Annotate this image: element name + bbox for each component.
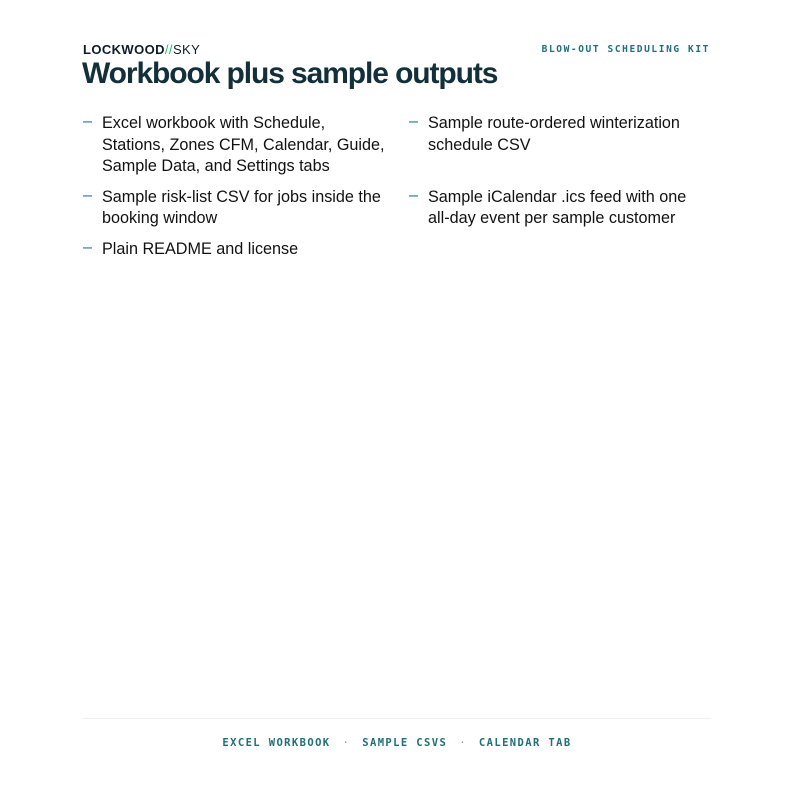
bullet-dash-icon: – xyxy=(83,185,93,204)
brand-secondary: SKY xyxy=(172,42,201,57)
footer-tag-calendar: CALENDAR TAB xyxy=(478,737,572,749)
list-item-text: Sample route-ordered winterization schedule CSV xyxy=(428,114,680,154)
list-item xyxy=(83,113,409,178)
list-item xyxy=(409,187,711,230)
feature-list xyxy=(83,113,711,260)
list-item-text: Sample risk-list CSV for jobs inside the booking window xyxy=(102,187,381,227)
page-title: Workbook plus sample outputs xyxy=(82,57,498,90)
brand-separator: // xyxy=(164,42,173,57)
kit-label: BLOW-OUT SCHEDULING KIT xyxy=(541,44,710,55)
list-item-text: Plain README and license xyxy=(102,239,299,258)
bullet-dash-icon: – xyxy=(409,112,419,130)
bullet-dash-icon: – xyxy=(83,237,93,256)
list-item xyxy=(83,187,409,230)
list-item-text: Excel workbook with Schedule, Stations, Zones CFM, Calendar, Guide, Sample Data, and Settings tabs xyxy=(102,114,385,175)
list-item xyxy=(409,113,711,178)
footer-divider xyxy=(83,718,711,719)
footer-tag-excel: EXCEL WORKBOOK xyxy=(222,737,331,749)
footer-tag-csvs: SAMPLE CSVS xyxy=(362,737,448,749)
footer-separator: · xyxy=(459,737,467,749)
bullet-dash-icon: – xyxy=(83,112,93,130)
list-item xyxy=(83,239,409,261)
list-item-text: Sample iCalendar .ics feed with one all-day event per sample customer xyxy=(428,187,687,227)
bullet-dash-icon: – xyxy=(409,185,419,204)
brand-primary: LOCKWOOD xyxy=(83,42,165,57)
footer-separator: · xyxy=(342,737,351,749)
footer-tags xyxy=(0,737,794,749)
